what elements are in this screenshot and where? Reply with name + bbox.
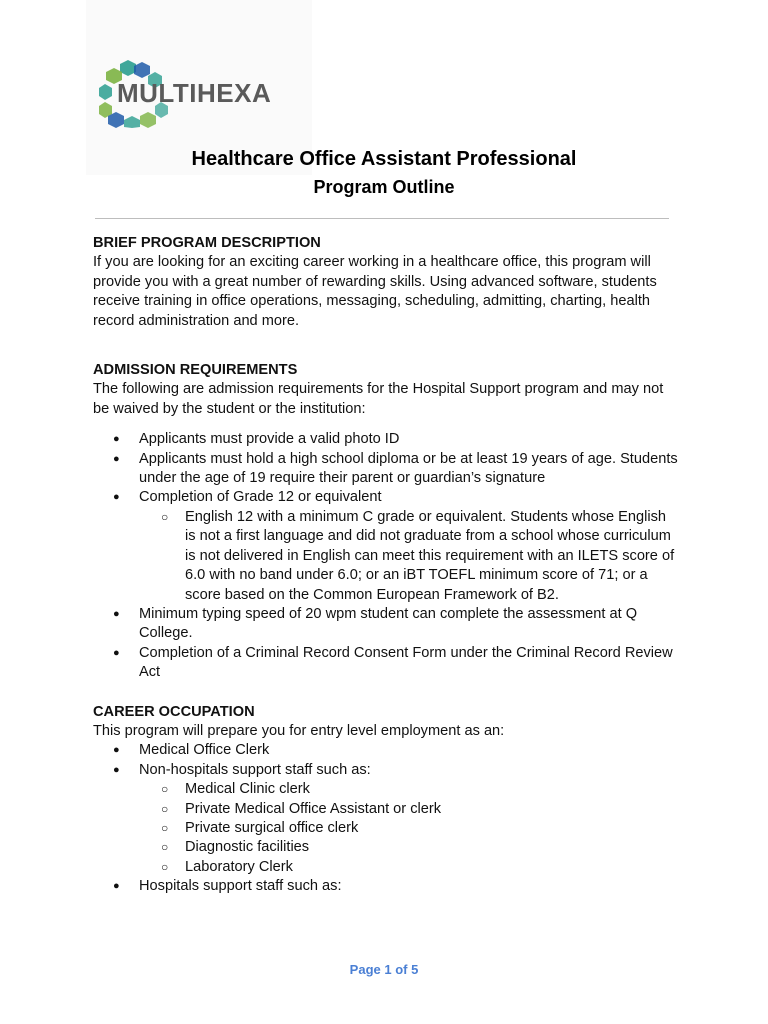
- brief-text: If you are looking for an exciting career working in a healthcare office, this program will provide you with a great number of rewarding skills. Using advanced software, students receive training in office operations, messaging, scheduling, admitting, charting, health record administration and more.: [93, 254, 657, 329]
- list-item: ● Completion of Grade 12 or equivalent ○ English 12 with a minimum C grade or equivalent. Students whose English is not a first language and did not graduate from a school whose curriculum is not delivered in English can meet this requirement with an ILETS score of 6.0 with no band under 6.0; or an iBT TOEFL minimum score of 71; or a score based on the Common European Framework of B2.: [93, 488, 678, 604]
- brief-heading: BRIEF PROGRAM DESCRIPTION: [93, 235, 321, 251]
- admission-list: [93, 430, 678, 682]
- list-item: ● Applicants must hold a high school diploma or be at least 19 years of age. Students under the age of 19 require their parent or guardian’s signature: [113, 450, 678, 487]
- list-item: ● Minimum typing speed of 20 wpm student can complete the assessment at Q College.: [113, 605, 638, 642]
- bullet-icon: ●: [113, 763, 120, 776]
- logo-wordmark: MULTIHEXA: [117, 78, 272, 108]
- career-heading: CAREER OCCUPATION: [93, 703, 255, 720]
- sub-list-item: ○ Diagnostic facilities: [139, 838, 678, 857]
- bullet-icon: ●: [113, 646, 120, 659]
- admission-intro: The following are admission requirements for the Hospital Support program and may not be waived by the student or the institution:: [93, 381, 664, 417]
- sub-list-item: ○ Private surgical office clerk: [139, 819, 678, 838]
- document-subtitle: Program Outline: [313, 177, 455, 197]
- circle-bullet-icon: ○: [161, 782, 169, 797]
- bullet-icon: ●: [113, 491, 120, 504]
- list-item: ● Non-hospitals support staff such as: ○ Medical Clinic clerk ○ Private Medical Office Assistant or clerk ○ Private surgical office clerk ○ Diagnostic facilities ○ Laboratory Clerk: [93, 761, 678, 877]
- circle-bullet-icon: ○: [161, 820, 169, 835]
- bullet-icon: ●: [113, 452, 120, 465]
- bullet-icon: ●: [113, 744, 120, 757]
- page-number: Page 1 of 5: [349, 962, 419, 977]
- sub-list-item: ○ Laboratory Clerk: [139, 858, 678, 877]
- bullet-icon: ●: [113, 433, 120, 446]
- list-item: ● Hospitals support staff such as:: [93, 877, 678, 896]
- circle-bullet-icon: ○: [161, 859, 169, 874]
- sub-list: [139, 780, 678, 877]
- circle-bullet-icon: ○: [161, 840, 169, 855]
- bullet-icon: ●: [113, 607, 120, 620]
- circle-bullet-icon: ○: [161, 801, 169, 816]
- sub-list-item: ○ English 12 with a minimum C grade or equivalent. Students whose English is not a first language and did not graduate from a school whose curriculum is not delivered in English can meet this requirement with an ILETS score of 6.0 with no band under 6.0; or an iBT TOEFL minimum score of 71; or a score based on the Common European Framework of B2.: [161, 508, 675, 603]
- career-list: [93, 741, 678, 896]
- sub-list: [139, 508, 678, 605]
- admission-heading: ADMISSION REQUIREMENTS: [93, 362, 298, 379]
- multihexa-logo: [98, 58, 308, 128]
- sub-list-item: ○ Medical Clinic clerk: [139, 780, 678, 799]
- document-title: Healthcare Office Assistant Professional: [191, 148, 577, 170]
- career-intro: This program will prepare you for entry level employment as an:: [93, 722, 505, 739]
- list-item: ● Medical Office Clerk: [93, 741, 678, 760]
- bullet-icon: ●: [113, 880, 120, 893]
- horizontal-divider: [95, 218, 669, 219]
- sub-list-item: ○ Private Medical Office Assistant or clerk: [139, 800, 678, 819]
- list-item: ● Applicants must provide a valid photo ID: [93, 430, 678, 449]
- list-item: ● Completion of a Criminal Record Consent Form under the Criminal Record Review Act: [113, 644, 673, 681]
- document-body: [93, 234, 678, 897]
- circle-bullet-icon: ○: [161, 509, 169, 524]
